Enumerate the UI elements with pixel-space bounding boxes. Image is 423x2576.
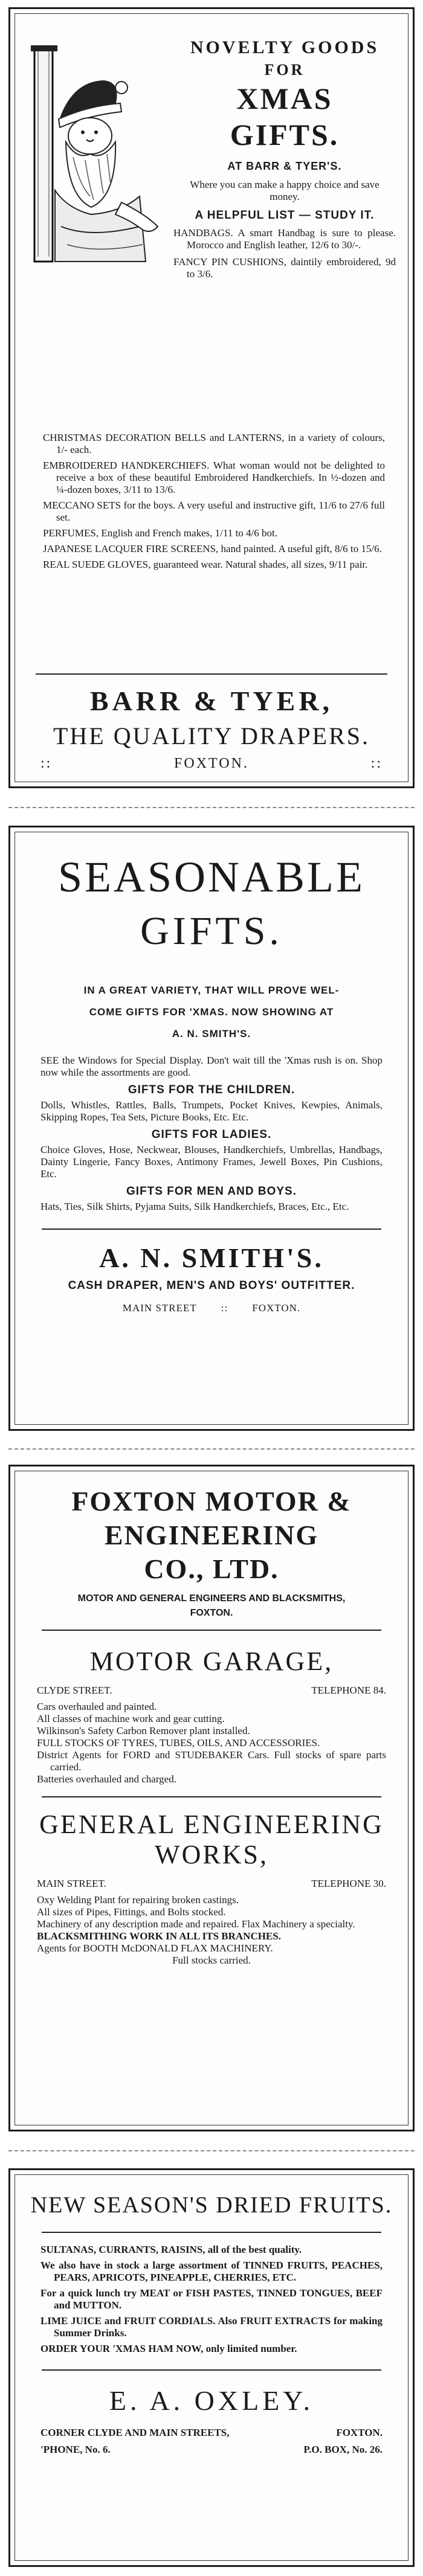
- ad1-town-row: [22, 753, 401, 772]
- ad4-line: We also have in stock a large assortment of TINNED FRUITS, PEACHES, PEARS, APRICOTS, PINEAPPLE, CHERRIES, ETC.: [40, 2260, 383, 2283]
- ad3-works-line: Agents for BOOTH McDONALD FLAX MACHINERY.: [37, 1942, 273, 1954]
- ad1-footer: [22, 673, 401, 772]
- column-separator: [8, 2150, 415, 2151]
- ad1-item-bells: CHRISTMAS DECORATION BELLS and LANTERNS, in a variety of colours, 1/- each.: [43, 432, 385, 455]
- santa-claus-illustration: [31, 45, 164, 263]
- ad3-works-line: Oxy Welding Plant for repairing broken castings.: [37, 1894, 239, 1906]
- ad2-lead-3: A. N. SMITH'S.: [172, 1028, 251, 1039]
- ad3-works-heading-2: WORKS,: [155, 1840, 268, 1869]
- ad3-works-phone: TELEPHONE 30.: [311, 1878, 386, 1889]
- ad3-garage-address-row: [37, 1684, 386, 1697]
- ad3-content: [28, 1485, 395, 1967]
- ad1-headline-novelty: NOVELTY GOODS: [190, 37, 379, 57]
- ad3-garage-line: District Agents for FORD and STUDEBAKER Cars. Full stocks of spare parts carried.: [37, 1749, 386, 1773]
- ad4-phone: 'PHONE, No. 6.: [40, 2444, 111, 2455]
- ad3-garage-heading: MOTOR GARAGE,: [89, 1646, 334, 1676]
- ea-oxley-advertisement: [8, 2168, 415, 2567]
- ad2-firm-description: CASH DRAPER, MEN'S AND BOYS' OUTFITTER.: [68, 1279, 355, 1292]
- ad1-intro: Where you can make a happy choice and save money.: [190, 179, 379, 202]
- ad1-at-line: AT BARR & TYER'S.: [227, 160, 342, 172]
- ad3-headline-1: FOXTON MOTOR &: [71, 1486, 352, 1517]
- ad3-works-list: [37, 1894, 386, 1967]
- column-separator: [8, 807, 415, 808]
- ad4-line: ORDER YOUR 'XMAS HAM NOW, only limited number.: [40, 2343, 297, 2354]
- ad1-item-gloves: REAL SUEDE GLOVES, guaranteed wear. Natural shades, all sizes, 9/11 pair.: [43, 559, 368, 570]
- ad1-headline-column: [173, 36, 396, 280]
- ad1-item-handbags: HANDBAGS. A smart Handbag is sure to please. Morocco and English leather, 12/6 to 30/-.: [173, 227, 396, 251]
- ad3-rule-1: [42, 1630, 381, 1631]
- ad1-colon-right: ::: [370, 756, 383, 771]
- ad3-works-street: MAIN STREET.: [37, 1878, 106, 1889]
- ad3-rule-2: [42, 1796, 381, 1797]
- an-smith-advertisement: [8, 826, 415, 1431]
- ad4-rule-1: [42, 2232, 381, 2233]
- ad4-content: [28, 2191, 395, 2456]
- column-separator: [8, 1448, 415, 1450]
- ad3-garage-list: [37, 1701, 386, 1785]
- ad1-item-perfumes: PERFUMES, English and French makes, 1/11 to 4/6 bot.: [43, 527, 278, 539]
- ad3-description: MOTOR AND GENERAL ENGINEERS AND BLACKSMITHS,: [77, 1593, 346, 1604]
- ad1-tagline: THE QUALITY DRAPERS.: [53, 722, 370, 750]
- ad1-headline-gifts: GIFTS.: [230, 118, 340, 152]
- ad1-item-fire-screens: JAPANESE LACQUER FIRE SCREENS, hand painted. A useful gift, 8/6 to 15/6.: [43, 543, 382, 554]
- ad3-headline-2: ENGINEERING: [104, 1520, 319, 1550]
- ad1-gift-list: [43, 432, 385, 574]
- ad3-garage-street: CLYDE STREET.: [37, 1685, 112, 1696]
- ad4-po-box: P.O. BOX, No. 26.: [303, 2444, 383, 2455]
- ad1-item-handkerchiefs: EMBROIDERED HANDKERCHIEFS. What woman would not be delighted to receive a box of these beautiful Embroidered Handkerchiefs. In ½-dozen and ¼-dozen boxes, 3/11 to 13/6.: [43, 460, 385, 495]
- ad4-contact-row: [40, 2443, 383, 2456]
- ad2-children-text: Dolls, Whistles, Rattles, Balls, Trumpets, Pocket Knives, Kewpies, Animals, Skipping Ropes, Tea Sets, Picture Books, Etc. Etc.: [40, 1099, 383, 1123]
- ad4-address-town: FOXTON.: [336, 2427, 383, 2438]
- ad2-men-heading: GIFTS FOR MEN AND BOYS.: [126, 1185, 297, 1198]
- ad2-note: SEE the Windows for Special Display. Don't wait till the 'Xmas rush is on. Shop now while the assortments are good.: [40, 1055, 383, 1078]
- ad3-works-line: BLACKSMITHING WORK IN ALL ITS BRANCHES.: [37, 1930, 282, 1942]
- ad3-works-address-row: [37, 1877, 386, 1890]
- ad2-lead-1: IN A GREAT VARIETY, THAT WILL PROVE WEL-: [83, 984, 340, 996]
- ad1-item-meccano: MECCANO SETS for the boys. A very useful and instructive gift, 11/6 to 27/6 full set.: [43, 499, 385, 523]
- ad1-colon-left: ::: [40, 756, 53, 771]
- ad2-content: [28, 852, 395, 1314]
- ad4-line: SULTANAS, CURRANTS, RAISINS, all of the best quality.: [40, 2244, 302, 2255]
- ad2-firm-name: A. N. SMITH'S.: [99, 1242, 324, 1273]
- ad2-children-heading: GIFTS FOR THE CHILDREN.: [128, 1084, 295, 1096]
- ad3-garage-phone: TELEPHONE 84.: [311, 1685, 386, 1696]
- ad3-works-line: Full stocks carried.: [172, 1954, 251, 1966]
- ad4-address-row: [40, 2426, 383, 2439]
- barr-tyer-advertisement: [8, 7, 415, 788]
- ad4-firm-name: E. A. OXLEY.: [109, 2385, 314, 2416]
- ad2-lead-2: COME GIFTS FOR 'XMAS. NOW SHOWING AT: [89, 1006, 334, 1018]
- ad4-product-list: [40, 2244, 383, 2355]
- ad3-garage-line: Cars overhauled and painted.: [37, 1701, 157, 1712]
- ad3-works-line: All sizes of Pipes, Fittings, and Bolts stocked.: [37, 1906, 226, 1918]
- ad2-address-separator: ::: [221, 1302, 228, 1314]
- ad4-line: For a quick lunch try MEAT or FISH PASTES, TINNED TONGUES, BEEF and MUTTON.: [40, 2287, 383, 2311]
- ad2-rule: [42, 1229, 381, 1230]
- ad3-description-town: FOXTON.: [190, 1608, 233, 1618]
- ad1-firm-name: BARR & TYER,: [89, 686, 334, 716]
- ad1-helpful-heading: A HELPFUL LIST — STUDY IT.: [195, 209, 375, 222]
- ad3-works-line: Machinery of any description made and repaired. Flax Machinery a specialty.: [37, 1918, 355, 1930]
- ad2-address-street: MAIN STREET: [122, 1302, 197, 1314]
- ad4-headline: NEW SEASON'S DRIED FRUITS.: [30, 2192, 393, 2218]
- foxton-motor-advertisement: [8, 1465, 415, 2131]
- ad4-address: CORNER CLYDE AND MAIN STREETS,: [40, 2427, 230, 2438]
- ad2-address-town: FOXTON.: [252, 1302, 301, 1314]
- ad1-town: FOXTON.: [174, 756, 249, 771]
- ad1-item-pin-cushions: FANCY PIN CUSHIONS, daintily embroidered, 9d to 3/6.: [173, 256, 396, 280]
- ad2-address-row: [28, 1302, 395, 1314]
- ad4-rule-2: [42, 2369, 381, 2371]
- ad1-footer-rule: [36, 673, 387, 675]
- ad1-headline-for: FOR: [264, 61, 305, 79]
- ad3-garage-line: Wilkinson's Safety Carbon Remover plant installed.: [37, 1725, 250, 1736]
- ad2-ladies-heading: GIFTS FOR LADIES.: [151, 1128, 272, 1141]
- ad2-headline-seasonable: SEASONABLE: [57, 853, 366, 901]
- ad3-works-heading-1: GENERAL ENGINEERING: [39, 1810, 384, 1839]
- ad3-garage-line: FULL STOCKS OF TYRES, TUBES, OILS, AND ACCESSORIES.: [37, 1737, 320, 1749]
- ad2-ladies-text: Choice Gloves, Hose, Neckwear, Blouses, Handkerchiefs, Umbrellas, Handbags, Dainty Lingerie, Fancy Boxes, Antimony Frames, Jewell Boxes, Pin Cushions, Etc.: [40, 1144, 383, 1180]
- ad3-garage-line: All classes of machine work and gear cutting.: [37, 1713, 225, 1724]
- ad4-line: LIME JUICE and FRUIT CORDIALS. Also FRUIT EXTRACTS for making Summer Drinks.: [40, 2315, 383, 2339]
- ad3-headline-3: CO., LTD.: [144, 1553, 279, 1584]
- ad3-garage-line: Batteries overhauled and charged.: [37, 1773, 176, 1785]
- ad2-men-text: Hats, Ties, Silk Shirts, Pyjama Suits, Silk Handkerchiefs, Braces, Etc., Etc.: [40, 1201, 349, 1212]
- ad2-headline-gifts: GIFTS.: [140, 909, 283, 953]
- ad1-headline-xmas: XMAS: [236, 82, 333, 115]
